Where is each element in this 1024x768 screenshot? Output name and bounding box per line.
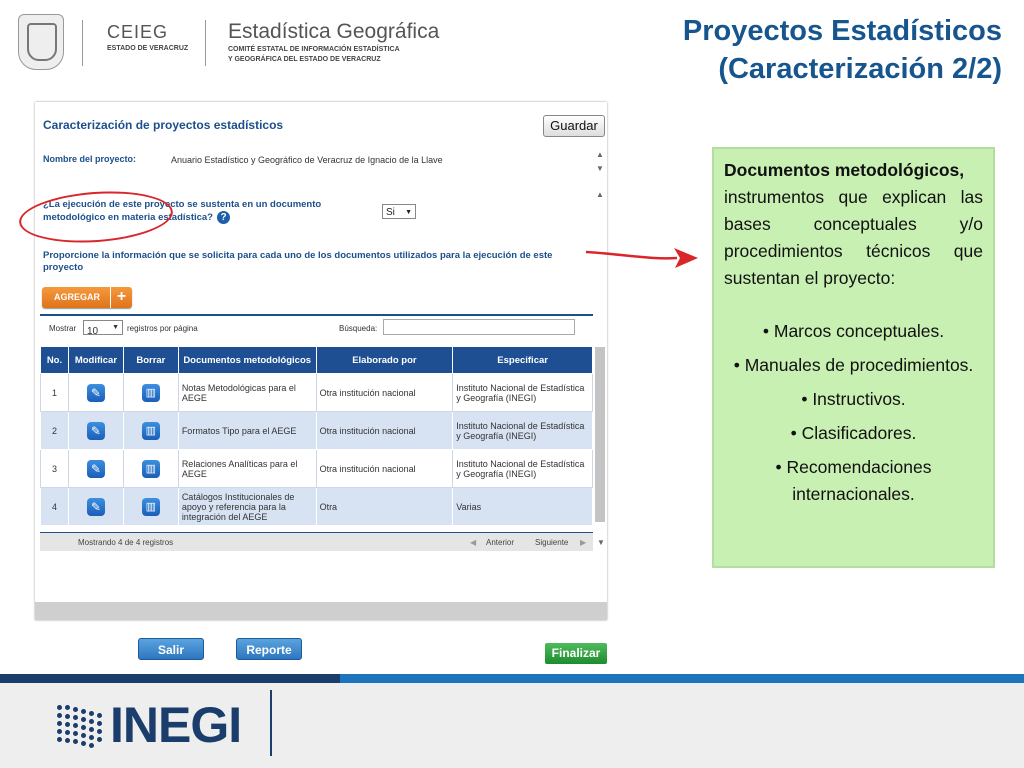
list-item: • Instructivos. (801, 389, 906, 409)
especificar: Instituto Nacional de Estadística y Geografía (INEGI) (453, 374, 593, 412)
row-number: 3 (41, 450, 69, 488)
edit-cell (68, 374, 123, 412)
guardar-button[interactable]: Guardar (543, 115, 605, 137)
especificar: Instituto Nacional de Estadística y Geografía (INEGI) (453, 450, 593, 488)
trash-icon[interactable]: ▥ (142, 384, 160, 402)
column-header[interactable]: Documentos metodológicos (178, 347, 316, 374)
trash-icon[interactable]: ▥ (142, 498, 160, 516)
red-arrow-icon (582, 240, 702, 280)
table-controls (43, 320, 593, 338)
elaborado-por: Otra institución nacional (316, 450, 453, 488)
section-divider (40, 314, 593, 316)
documento-metodologico-select[interactable] (382, 204, 416, 219)
page-length-select[interactable] (83, 320, 123, 335)
document-name: Notas Metodológicas para el AEGE (178, 374, 316, 412)
footer-rule-accent (0, 674, 340, 683)
slide-title-line-2: (Caracterización 2/2) (718, 53, 1002, 85)
ceieg-logo-title: CEIEG (107, 22, 169, 42)
table-footer (40, 532, 605, 551)
especificar: Varias (453, 488, 593, 526)
list-item-text: Recomendaciones internacionales. (786, 457, 932, 504)
form-screenshot-panel (35, 102, 607, 620)
anterior-link[interactable]: Anterior (486, 538, 515, 547)
documentos-metodologicos-callout (712, 147, 995, 568)
table-row (41, 450, 593, 488)
pencil-icon[interactable]: ✎ (87, 460, 105, 478)
edit-cell (68, 412, 123, 450)
search-input[interactable] (383, 319, 575, 335)
nombre-proyecto-label: Nombre del proyecto: (43, 154, 137, 164)
callout-heading: Documentos metodológicos, (724, 160, 965, 180)
form-body (35, 102, 607, 602)
table-row (41, 374, 593, 412)
column-header[interactable]: Borrar (123, 347, 178, 374)
list-item: • Manuales de procedimientos. (733, 355, 974, 375)
documents-table (40, 346, 593, 526)
pencil-icon[interactable]: ✎ (87, 384, 105, 402)
row-number: 2 (41, 412, 69, 450)
delete-cell (123, 412, 178, 450)
delete-cell (123, 374, 178, 412)
scroll-down-arrow-icon[interactable]: ▼ (597, 538, 605, 547)
salir-button[interactable]: Salir (138, 638, 204, 660)
chevron-down-icon: ▼ (405, 209, 412, 216)
slide-title (683, 12, 1002, 88)
registros-label: registros por página (127, 324, 198, 333)
next-arrow-icon[interactable]: ▶ (580, 538, 587, 547)
table-row (41, 412, 593, 450)
slide-title-line-1: Proyectos Estadísticos (682, 15, 1002, 47)
footer-divider (270, 690, 272, 756)
column-header[interactable]: No. (41, 347, 69, 374)
list-item-text: Clasificadores. (801, 423, 917, 443)
list-item: • Clasificadores. (790, 423, 917, 443)
horizontal-scrollbar[interactable] (35, 602, 607, 620)
list-item: • Marcos conceptuales. (762, 321, 945, 341)
eg-subtitle-line-1: COMITÉ ESTATAL DE INFORMACIÓN ESTADÍSTICA (228, 46, 400, 53)
mostrando-info: Mostrando 4 de 4 registros (78, 538, 174, 547)
chevron-down-icon: ▼ (112, 324, 119, 331)
table-row (41, 488, 593, 526)
siguiente-link[interactable]: Siguiente (535, 538, 569, 547)
form-title: Caracterización de proyectos estadísticos (43, 118, 284, 132)
scroll-down-arrow-icon[interactable]: ▼ (596, 164, 604, 173)
mostrar-label: Mostrar (49, 324, 77, 333)
callout-description: instrumentos que explican las bases conceptuales y/o procedimientos técnicos que sustentan el proyecto: (724, 187, 983, 288)
elaborado-por: Otra (316, 488, 453, 526)
document-name: Catálogos Institucionales de apoyo y referencia para la integración del AEGE (178, 488, 316, 526)
list-item-text: Manuales de procedimientos. (744, 355, 974, 375)
row-number: 1 (41, 374, 69, 412)
eg-subtitle-line-2: Y GEOGRÁFICA DEL ESTADO DE VERACRUZ (228, 56, 381, 63)
page-length-value: 10 (87, 326, 99, 337)
list-item-text: Marcos conceptuales. (773, 321, 945, 341)
pencil-icon[interactable]: ✎ (87, 498, 105, 516)
help-icon[interactable]: ? (217, 211, 230, 224)
previous-arrow-icon[interactable]: ◀ (470, 538, 477, 547)
pencil-icon[interactable]: ✎ (87, 422, 105, 440)
busqueda-label: Búsqueda: (339, 324, 378, 333)
edit-cell (68, 488, 123, 526)
delete-cell (123, 450, 178, 488)
document-name: Relaciones Analíticas para el AEGE (178, 450, 316, 488)
red-highlight-ellipse (17, 187, 174, 248)
trash-icon[interactable]: ▥ (142, 460, 160, 478)
especificar: Instituto Nacional de Estadística y Geografía (INEGI) (453, 412, 593, 450)
inegi-logo: INEGI (110, 697, 242, 753)
reporte-button[interactable]: Reporte (236, 638, 302, 660)
trash-icon[interactable]: ▥ (142, 422, 160, 440)
callout-list (724, 318, 983, 508)
column-header[interactable]: Especificar (453, 347, 593, 374)
instruction-text: Proporcione la información que se solicita para cada uno de los documentos utilizados para la ejecución de este proyecto (43, 250, 553, 273)
document-name: Formatos Tipo para el AEGE (178, 412, 316, 450)
row-number: 4 (41, 488, 69, 526)
nombre-proyecto-value: Anuario Estadístico y Geográfico de Veracruz de Ignacio de la Llave (171, 155, 443, 165)
agregar-label: AGREGAR (54, 292, 101, 302)
scroll-up-arrow-icon[interactable]: ▲ (596, 150, 604, 159)
header-divider (82, 20, 83, 66)
select-value: Si (386, 207, 395, 218)
column-header[interactable]: Elaborado por (316, 347, 453, 374)
finalizar-button[interactable]: Finalizar (545, 643, 607, 664)
edit-cell (68, 450, 123, 488)
column-header[interactable]: Modificar (68, 347, 123, 374)
estadistica-geografica-subtitle (228, 45, 428, 65)
scroll-up-arrow-icon[interactable]: ▲ (596, 190, 604, 199)
ceieg-logo-subtitle: ESTADO DE VERACRUZ (107, 45, 189, 52)
inegi-dots-logo-icon (57, 705, 105, 749)
elaborado-por: Otra institución nacional (316, 412, 453, 450)
question-text: ¿La ejecución de este proyecto se sustenta en un documento metodológico en materia estadística? (43, 199, 322, 224)
veracruz-seal-logo (18, 14, 64, 70)
delete-cell (123, 488, 178, 526)
list-item: • Recomendaciones internacionales. (775, 457, 932, 504)
agregar-button[interactable] (42, 287, 132, 308)
estadistica-geografica-title: Estadística Geográfica (228, 20, 440, 43)
header-divider (205, 20, 206, 66)
vertical-scrollbar[interactable] (595, 347, 605, 522)
list-item-text: Instructivos. (812, 389, 906, 409)
plus-icon: + (110, 287, 132, 308)
elaborado-por: Otra institución nacional (316, 374, 453, 412)
